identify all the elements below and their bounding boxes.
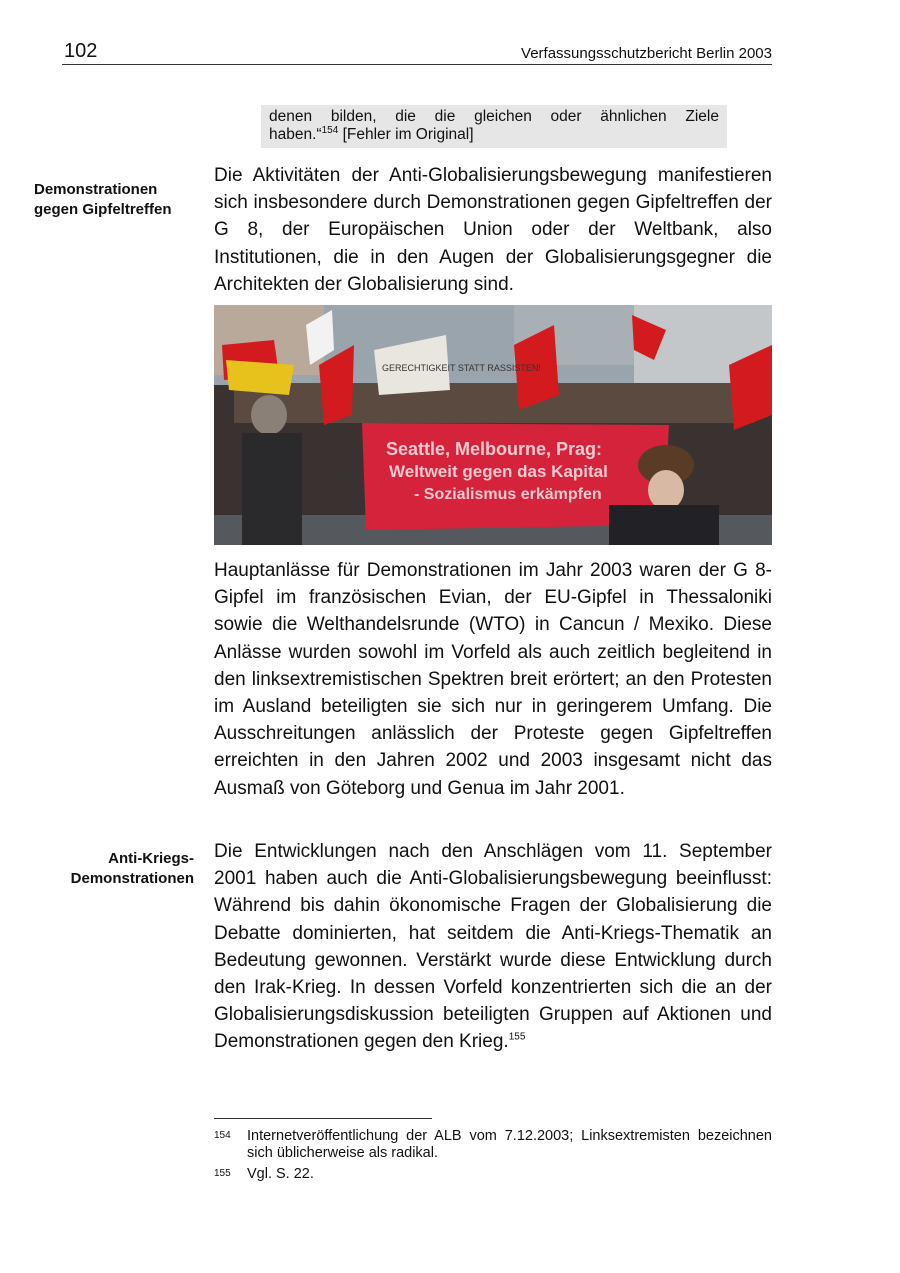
margin-note-line: gegen Gipfeltreffen bbox=[34, 201, 172, 218]
header-rule bbox=[62, 64, 772, 65]
margin-note-line: Demonstrationen bbox=[70, 870, 194, 887]
main-banner-line-3: - Sozialismus erkämpfen bbox=[414, 486, 602, 503]
white-banner-text: GERECHTIGKEIT STATT RASSISTEN! bbox=[382, 363, 541, 373]
demonstration-photo bbox=[214, 305, 772, 545]
photo-crowd-heads bbox=[234, 383, 754, 423]
paragraph-3-text: Die Entwicklungen nach den Anschlägen vom 11. September 2001 haben auch die Anti-Globalisierungsbewegung beeinflusst: Während bis dahin ökonomische Fragen der Globalisierung die Debatte dominierten, hat seitdem die Anti-Kriegs-Thematik an Bedeutung gewonnen. Verstärkt wurde diese Entwicklung durch den Irak-Krieg. In dessen Vorfeld konzentrierten sich die an der Globalisierungsdiskussion beteiligten Gruppen auf Aktionen und Demonstrationen gegen den Krieg. bbox=[214, 841, 772, 1053]
paragraph-2: Hauptanlässe für Demonstrationen im Jahr 2003 waren der G 8-Gipfel im französischen Evian, der EU-Gipfel in Thessaloniki sowie die Welthandelsrunde (WTO) in Cancun / Mexiko. Diese Anlässe wurden sowohl im Vorfeld als auch zeitlich begleitend in den linksextremistischen Spektren breit erörtert; an den Protesten im Ausland beteiligten sie sich nur in geringerem Umfang. Die Ausschreitungen anlässlich der Proteste gegen Gipfeltreffen erreichten in den Jahren 2002 und 2003 insgesamt nicht das Ausmaß von Göteborg und Genua im Jahr 2001. bbox=[214, 560, 772, 799]
footnote-155 bbox=[214, 1166, 772, 1183]
main-banner-line-1: Seattle, Melbourne, Prag: bbox=[386, 439, 603, 459]
footnote-ref-155[interactable]: 155 bbox=[508, 1032, 526, 1044]
paragraph-3 bbox=[214, 838, 772, 1056]
footnote-text: Internetveröffentlichung der ALB vom 7.12.2003; Linksextremisten bezeichnen sich üblicherweise als radikal. bbox=[247, 1128, 772, 1161]
quote-line-1: denen bilden, die die gleichen oder ähnlichen Ziele bbox=[269, 108, 719, 125]
person-right-face bbox=[648, 470, 684, 510]
margin-note-demonstrations bbox=[34, 180, 172, 220]
footnote-number: 154 bbox=[214, 1130, 231, 1141]
page-number: 102 bbox=[64, 40, 98, 62]
person-left-body bbox=[242, 433, 302, 545]
photo-illustration bbox=[214, 305, 772, 545]
person-right-body bbox=[609, 505, 719, 545]
margin-note-anti-war bbox=[71, 849, 194, 889]
paragraph-1: Die Aktivitäten der Anti-Globalisierungsbewegung manifestieren sich insbesondere durch Demonstrationen gegen Gipfeltreffen der G 8, der Europäischen Union oder der Weltbank, also Institutionen, die in den Augen der Globalisierungsgegner die Architekten der Globalisierung sind. bbox=[214, 165, 772, 295]
quote-line-2: haben.“ bbox=[269, 126, 322, 143]
quote-line-2-tail: [Fehler im Original] bbox=[338, 126, 474, 143]
footnote-text: Vgl. S. 22. bbox=[247, 1166, 314, 1182]
running-header: Verfassungsschutzbericht Berlin 2003 bbox=[521, 45, 772, 62]
flag-yellow bbox=[226, 360, 294, 395]
quote-box bbox=[261, 105, 727, 148]
margin-note-line: Demonstrationen bbox=[34, 181, 158, 198]
footnote-rule bbox=[214, 1118, 432, 1119]
footnote-ref-154[interactable]: 154 bbox=[321, 124, 339, 136]
footnote-number: 155 bbox=[214, 1168, 231, 1179]
footnote-154 bbox=[214, 1128, 772, 1162]
main-banner-line-2: Weltweit gegen das Kapital bbox=[389, 462, 608, 481]
person-left-head bbox=[251, 395, 287, 435]
margin-note-line: Anti-Kriegs- bbox=[108, 850, 194, 867]
